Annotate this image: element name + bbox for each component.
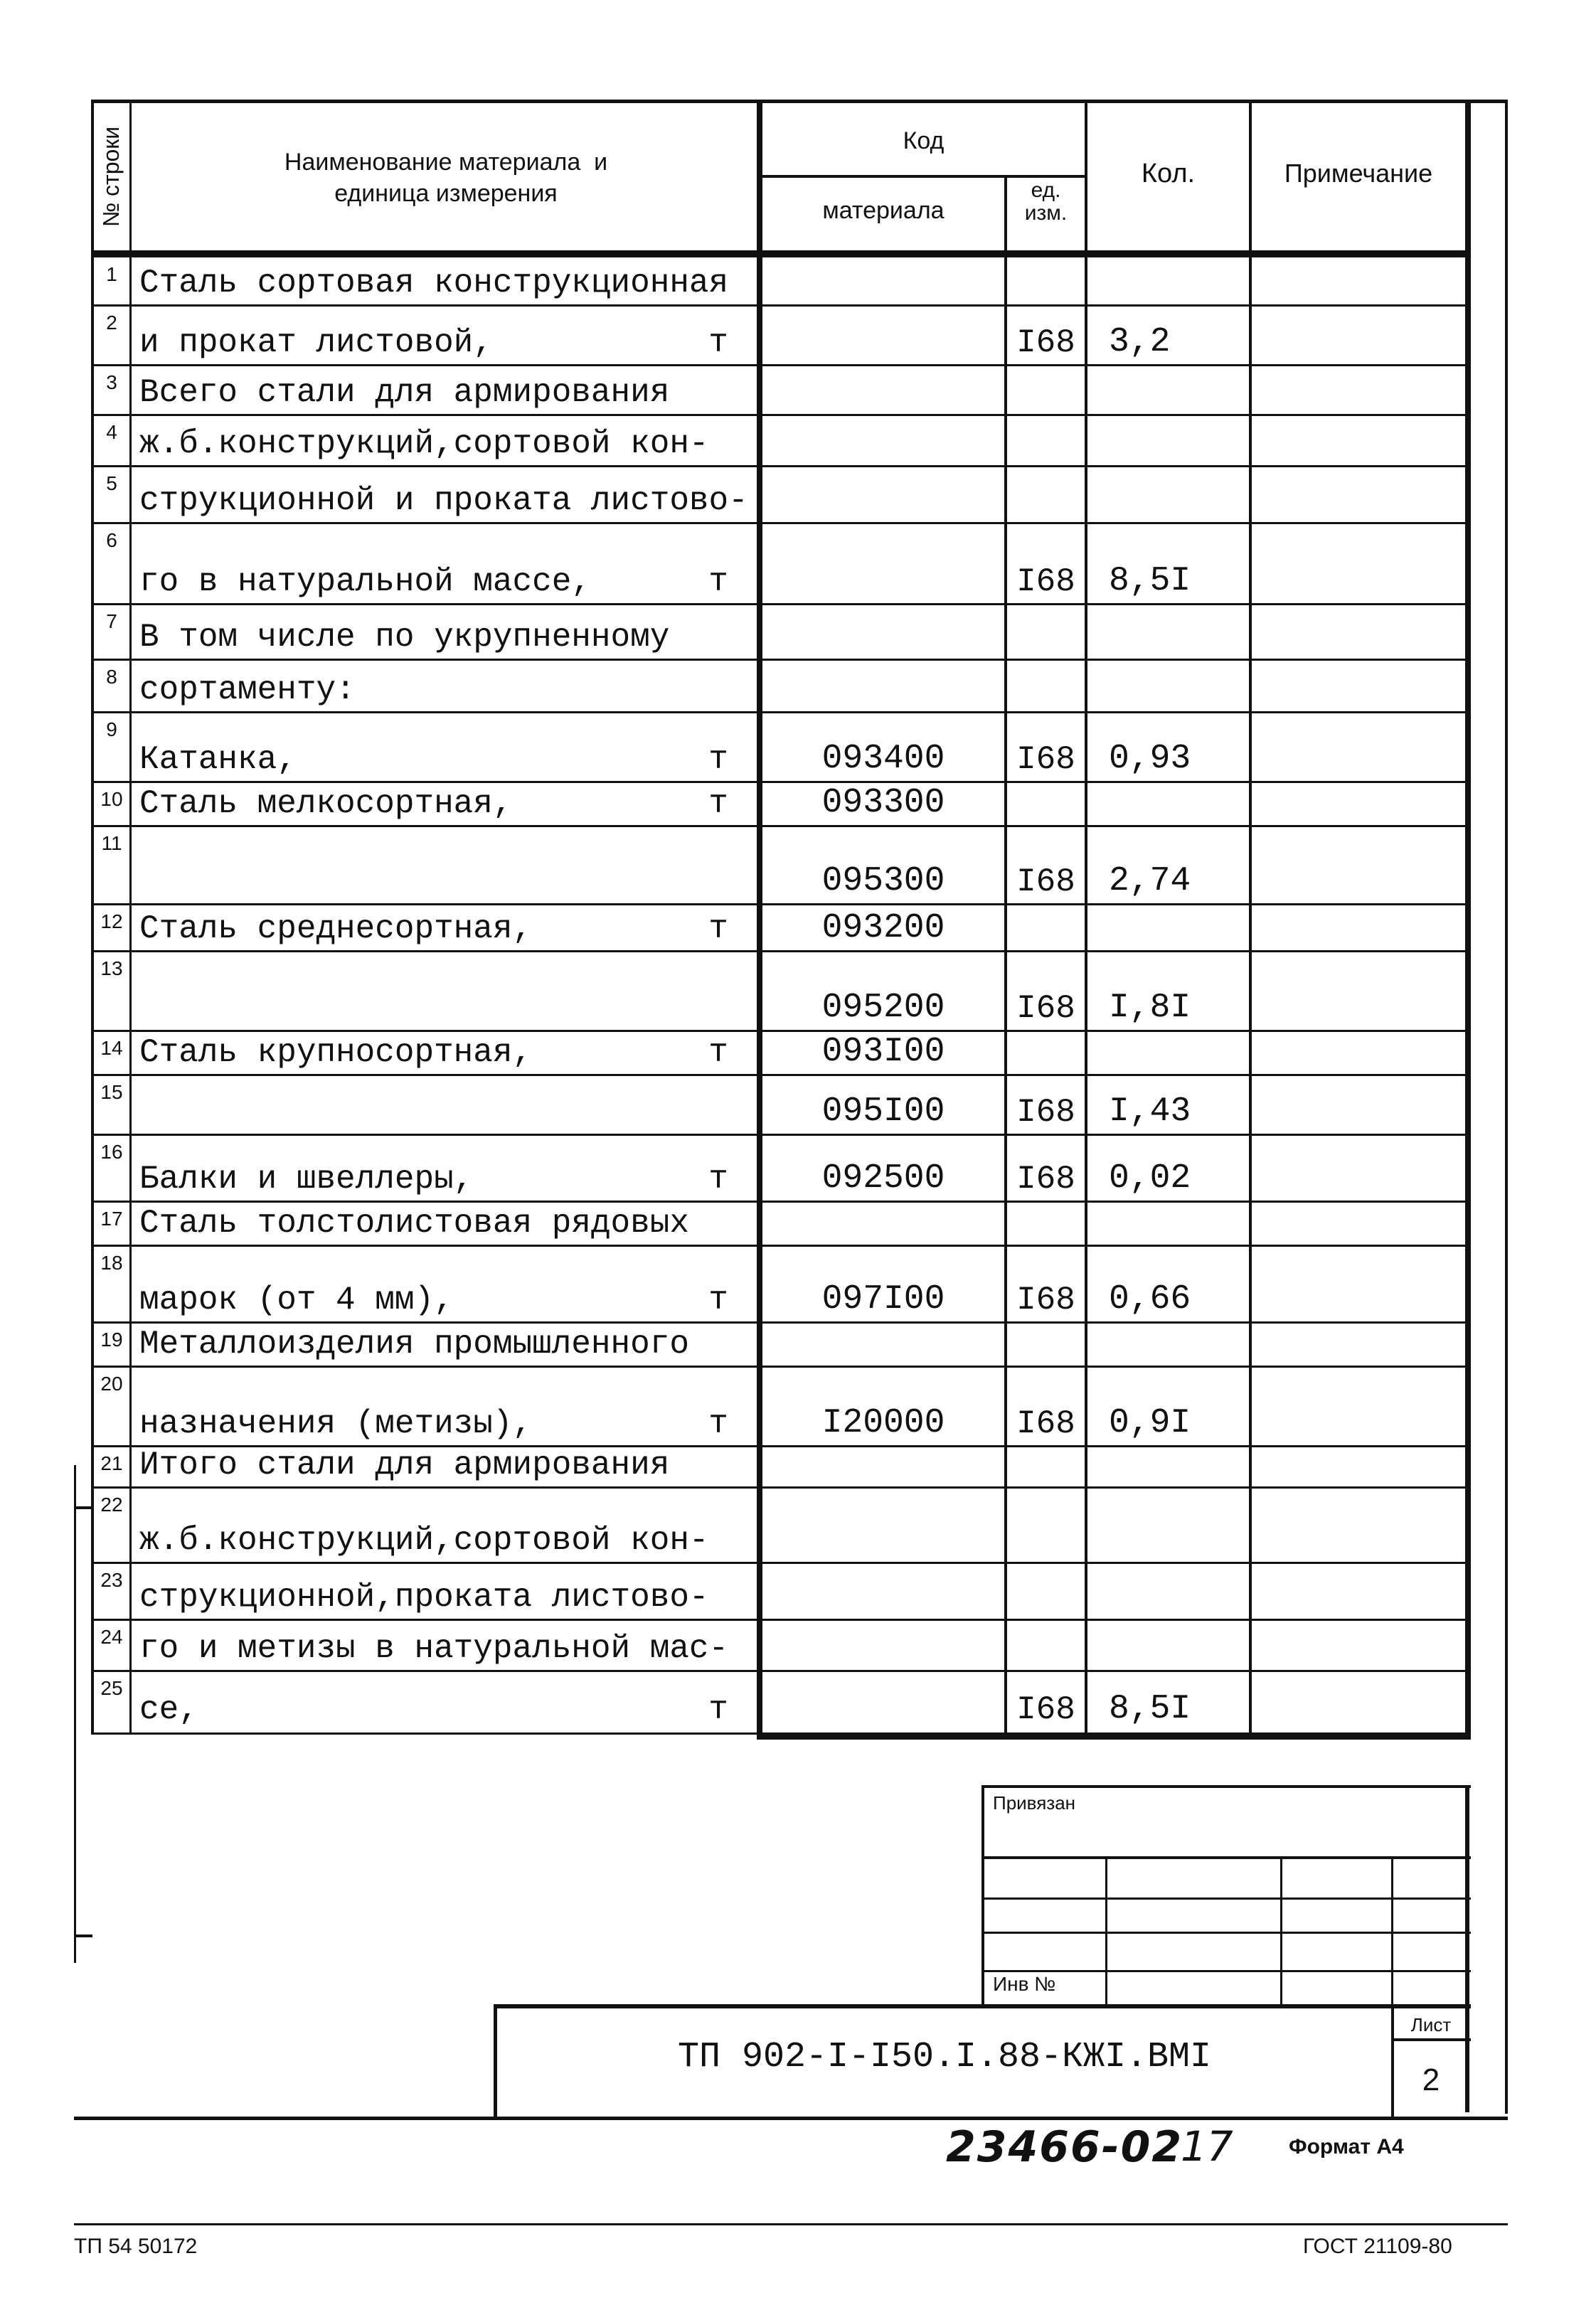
row-ed	[1007, 1323, 1085, 1367]
handwritten-number: 23466-02	[946, 2122, 1183, 2172]
row-code: I20000	[821, 1404, 945, 1442]
table-bottom	[757, 1732, 1471, 1740]
row-unit: т	[708, 1034, 728, 1071]
designation-text: ТП 902-I-I50.I.88-КЖI.ВМI	[677, 2037, 1212, 2077]
stamp-right	[1465, 1785, 1469, 2112]
row-ed: I68	[1016, 741, 1075, 778]
row-ed	[1007, 1488, 1085, 1563]
sheet-box-mid	[1391, 2038, 1471, 2041]
sheet-label: Лист	[1410, 2014, 1452, 2035]
row-n: 11	[101, 832, 122, 854]
row-name: Итого стали для армирования	[139, 1447, 670, 1484]
row-unit: т	[708, 1161, 728, 1198]
row-ed	[1007, 415, 1085, 467]
row-n: 3	[106, 371, 117, 393]
row-code	[762, 523, 1004, 605]
stamp-row-2	[981, 1897, 1471, 1900]
row-name	[139, 826, 723, 905]
row-code: 095I00	[821, 1092, 945, 1131]
designation-top	[494, 2004, 1471, 2008]
row-code: 095200	[821, 989, 945, 1027]
row-code	[762, 415, 1004, 467]
row-n: 8	[106, 666, 117, 688]
row-ed: I68	[1016, 1161, 1075, 1198]
row-name	[139, 1075, 723, 1135]
row-unit	[683, 1075, 754, 1135]
row-ed: I68	[1016, 1094, 1075, 1131]
row-n: 21	[100, 1452, 123, 1474]
row-ed	[1007, 782, 1085, 826]
row-qty	[1087, 467, 1249, 523]
row-n: 17	[100, 1208, 123, 1230]
row-qty: 0,66	[1109, 1280, 1191, 1319]
row-unit	[683, 826, 754, 905]
row-qty	[1087, 905, 1249, 952]
row-code: 093300	[821, 784, 945, 822]
header-qty: Кол.	[1141, 159, 1196, 188]
row-code	[762, 257, 1004, 306]
row-qty	[1087, 1447, 1249, 1488]
row-n: 13	[100, 957, 123, 979]
privyazan-top	[981, 1785, 1471, 1788]
row-n: 1	[106, 263, 117, 285]
row-name: и прокат листовой,	[139, 324, 493, 361]
row-qty: 3,2	[1109, 323, 1171, 361]
row-name: го в натуральной массе,	[139, 563, 591, 600]
stamp-row-4	[981, 1970, 1471, 1972]
row-n: 16	[100, 1141, 123, 1163]
row-unit	[683, 366, 754, 415]
row-code: 093I00	[821, 1033, 945, 1071]
row-name: Сталь сортовая конструкционная	[139, 265, 729, 302]
row-ed: I68	[1016, 563, 1075, 600]
header-code-material: материала	[822, 197, 945, 224]
row-unit	[683, 1620, 754, 1671]
row-code	[762, 1202, 1004, 1246]
stamp-col-2	[1280, 1858, 1282, 2006]
row-unit	[683, 1202, 754, 1246]
row-name: го и метизы в натуральной мас-	[139, 1630, 729, 1667]
row-qty	[1087, 366, 1249, 415]
row-qty	[1087, 257, 1249, 306]
header-rownum-label: № строки	[98, 126, 124, 228]
row-name: струкционной,проката листово-	[139, 1579, 709, 1616]
row-name: Катанка,	[139, 741, 297, 778]
row-n: 4	[106, 421, 117, 443]
header-rownum	[94, 103, 129, 250]
row-name: В том числе по укрупненному	[139, 619, 670, 656]
row-code	[762, 1671, 1004, 1732]
row-name: марок (от 4 мм),	[139, 1282, 454, 1319]
stamp-col-3	[1391, 1858, 1393, 2006]
bottom-right-text: ГОСТ 21109-80	[1303, 2235, 1452, 2256]
row-ed: I68	[1016, 863, 1075, 900]
row-ed	[1007, 366, 1085, 415]
row-unit	[683, 1488, 754, 1563]
row-n: 20	[100, 1373, 123, 1395]
row-n: 15	[100, 1081, 123, 1103]
row-unit	[683, 1447, 754, 1488]
row-ed	[1007, 1620, 1085, 1671]
row-code	[762, 1620, 1004, 1671]
row-name: струкционной и проката листово-	[139, 482, 748, 519]
row-qty: 8,5I	[1109, 562, 1191, 600]
row-qty: I,8I	[1109, 989, 1191, 1027]
privyazan-left	[981, 1785, 984, 2006]
stamp-row-3	[981, 1932, 1471, 1934]
row-code	[762, 366, 1004, 415]
row-ed	[1007, 1202, 1085, 1246]
row-ed: I68	[1016, 1405, 1075, 1442]
row-code	[762, 1488, 1004, 1563]
row-qty: 0,02	[1109, 1159, 1191, 1198]
header-note: Примечание	[1284, 159, 1433, 188]
row-unit	[683, 660, 754, 713]
row-code: 093200	[821, 909, 945, 947]
row-ed	[1007, 1031, 1085, 1075]
privyazan-label: Привязан	[993, 1792, 1076, 1814]
privyazan-bottom	[981, 1856, 1471, 1859]
row-ed	[1007, 467, 1085, 523]
row-ed: I68	[1016, 1282, 1075, 1319]
row-name: Металлоизделия промышленного	[139, 1326, 689, 1363]
row-ed	[1007, 905, 1085, 952]
row-code: 095300	[821, 862, 945, 900]
row-qty	[1087, 1563, 1249, 1620]
left-stub-vert	[74, 1465, 76, 1963]
row-unit	[683, 257, 754, 306]
row-unit	[683, 1563, 754, 1620]
row-unit: т	[708, 1691, 728, 1728]
row-unit: т	[708, 785, 728, 822]
qty-divider	[1249, 101, 1252, 1740]
row-code	[762, 1563, 1004, 1620]
row-ed	[1007, 660, 1085, 713]
row-n: 24	[100, 1626, 123, 1648]
row-n: 2	[106, 312, 117, 334]
row-qty	[1087, 782, 1249, 826]
row-name: сортаменту:	[139, 671, 356, 708]
bottom-rule	[74, 2223, 1508, 2225]
row-n: 9	[106, 718, 117, 740]
name-divider	[757, 101, 762, 1740]
row-unit: т	[708, 563, 728, 600]
row-unit: т	[708, 1282, 728, 1319]
row-name	[139, 952, 723, 1031]
row-n: 23	[100, 1569, 123, 1591]
row-ed	[1007, 1563, 1085, 1620]
code-subline	[757, 175, 1087, 178]
header-code-unit: ед. изм.	[1024, 179, 1068, 225]
row-name: Балки и швеллеры,	[139, 1161, 474, 1198]
row-name: Сталь крупносортная,	[139, 1034, 533, 1071]
row-name: назначения (метизы),	[139, 1405, 533, 1442]
row-qty	[1087, 415, 1249, 467]
row-unit	[683, 605, 754, 660]
row-name: Сталь толстолистовая рядовых	[139, 1205, 689, 1242]
row-code	[762, 1447, 1004, 1488]
right-border	[1465, 101, 1471, 1740]
row-n: 5	[106, 472, 117, 494]
row-name: се,	[139, 1691, 198, 1728]
row-code	[762, 1323, 1004, 1367]
row-unit: т	[708, 741, 728, 778]
row-unit: т	[708, 910, 728, 947]
left-stub-1	[74, 1506, 92, 1509]
row-n: 25	[100, 1677, 123, 1699]
row-qty	[1087, 1620, 1249, 1671]
inv-no-label: Инв №	[993, 1973, 1056, 1995]
row-qty: I,43	[1109, 1092, 1191, 1131]
row-code	[762, 605, 1004, 660]
designation-left	[494, 2004, 497, 2119]
header-bottom	[91, 250, 1471, 257]
designation-bottom	[74, 2117, 1508, 2120]
row-n: 19	[100, 1329, 123, 1351]
row-code: 093400	[821, 740, 945, 778]
row-unit: т	[708, 1405, 728, 1442]
row-ed	[1007, 605, 1085, 660]
row-qty: 2,74	[1109, 862, 1191, 900]
row-ed: I68	[1016, 990, 1075, 1027]
bottom-left-text: ТП 54 50172	[74, 2235, 198, 2256]
row-code: 092500	[821, 1159, 945, 1198]
row-unit: т	[708, 324, 728, 361]
row-code	[762, 306, 1004, 366]
row-unit	[683, 467, 754, 523]
row-name: Сталь среднесортная,	[139, 910, 533, 947]
row-ed	[1007, 1447, 1085, 1488]
sheet-number: 2	[1422, 2062, 1440, 2097]
row-unit	[683, 952, 754, 1031]
row-unit	[683, 1323, 754, 1367]
handwritten-page: 17	[1181, 2122, 1233, 2171]
row-ed: I68	[1016, 324, 1075, 361]
row-ed: I68	[1016, 1691, 1075, 1728]
row-qty	[1087, 1031, 1249, 1075]
row-qty	[1087, 1202, 1249, 1246]
row-n: 10	[100, 788, 123, 810]
row-n: 18	[100, 1252, 123, 1274]
table-bottom-left	[91, 1732, 760, 1735]
row-qty: 0,93	[1109, 740, 1191, 778]
row-code	[762, 467, 1004, 523]
header-code: Код	[903, 127, 945, 154]
row-qty: 0,9I	[1109, 1404, 1191, 1442]
row-qty: 8,5I	[1109, 1690, 1191, 1728]
top-border	[91, 100, 1508, 103]
row-name: ж.б.конструкций,сортовой кон-	[139, 1522, 709, 1559]
row-n: 12	[100, 910, 123, 932]
row-qty	[1087, 1488, 1249, 1563]
row-n: 6	[106, 529, 117, 551]
row-name: Всего стали для армирования	[139, 374, 670, 411]
format-label: Формат А4	[1289, 2135, 1404, 2159]
row-qty	[1087, 660, 1249, 713]
row-unit	[683, 415, 754, 467]
sheet-box-left	[1391, 2004, 1394, 2119]
row-n: 7	[106, 610, 117, 632]
left-stub-2	[74, 1934, 92, 1937]
row-name: Сталь мелкосортная,	[139, 785, 513, 822]
row-name: ж.б.конструкций,сортовой кон-	[139, 425, 709, 462]
header-name: Наименование материала и единица измерения	[284, 149, 608, 207]
row-code	[762, 660, 1004, 713]
row-n: 14	[100, 1037, 123, 1059]
row-code: 097I00	[821, 1280, 945, 1319]
stamp-col-1	[1105, 1858, 1107, 2006]
row-qty	[1087, 1323, 1249, 1367]
row-n: 22	[100, 1494, 123, 1516]
row-ed	[1007, 257, 1085, 306]
row-qty	[1087, 605, 1249, 660]
page-right-border	[1505, 101, 1508, 2114]
